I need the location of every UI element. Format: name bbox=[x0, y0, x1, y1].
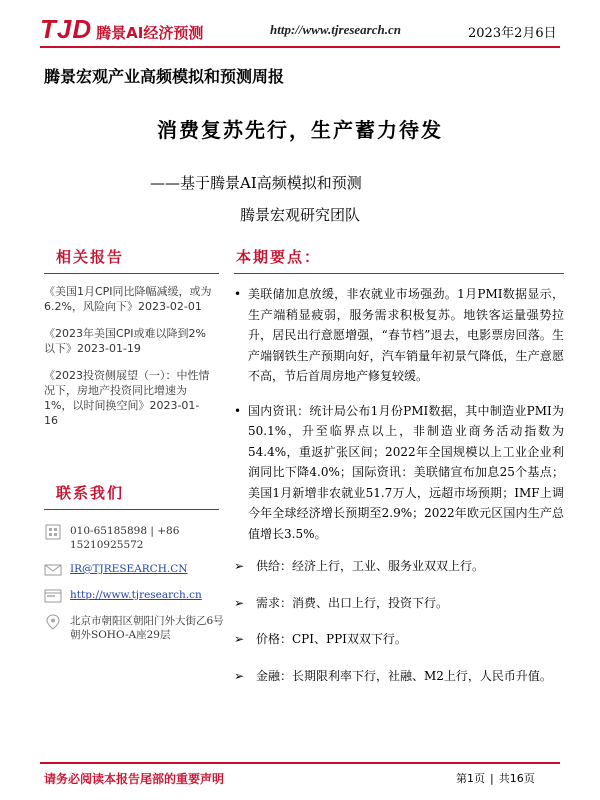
header-divider bbox=[40, 46, 560, 48]
bullet-icon: • bbox=[234, 287, 242, 301]
contact-website bbox=[44, 588, 224, 604]
arrow-bullet-icon: ➢ bbox=[234, 668, 245, 683]
related-report-link[interactable]: 《2023投资侧展望（一）：中性情况下，房地产投资同比增速为1%，以时间换空间》2023-01-16 bbox=[44, 369, 210, 427]
contact-phone bbox=[44, 524, 224, 552]
section-divider bbox=[234, 273, 564, 274]
highlight-item: ➢ 金融：长期限利率下行，社融、M2上行，人民币升值。 bbox=[234, 666, 564, 687]
phone-number: 010-65185898 | +86 15210925572 bbox=[70, 525, 180, 551]
address-text: 北京市朝阳区朝阳门外大街乙6号朝外SOHO-A座29层 bbox=[70, 615, 224, 641]
phone-icon bbox=[44, 524, 62, 540]
company-logo bbox=[40, 14, 203, 45]
research-team: 腾景宏观研究团队 bbox=[239, 206, 360, 224]
contact-section bbox=[44, 482, 224, 642]
highlight-item: ➢ 价格：CPI、PPI双双下行。 bbox=[234, 629, 564, 650]
contact-heading: 联系我们 bbox=[56, 484, 125, 502]
related-report-link[interactable]: 《美国1月CPI同比降幅减缓，或为6.2%，风险向下》2023-02-01 bbox=[44, 285, 212, 313]
page-indicator bbox=[456, 770, 535, 786]
highlight-item: ➢ 供给：经济上行，工业、服务业双双上行。 bbox=[234, 556, 564, 577]
bullet-icon: • bbox=[234, 403, 242, 418]
location-icon bbox=[44, 614, 62, 630]
contact-email bbox=[44, 562, 224, 578]
arrow-bullet-icon: ➢ bbox=[234, 559, 245, 573]
footer-divider bbox=[40, 762, 560, 764]
related-reports-section bbox=[44, 246, 224, 440]
page-total: 共16页 bbox=[498, 772, 535, 785]
email-icon bbox=[44, 562, 62, 578]
email-link[interactable]: IR@TJRESEARCH.CN bbox=[70, 563, 188, 575]
arrow-bullet-icon: ➢ bbox=[234, 595, 245, 610]
highlights-heading: 本期要点： bbox=[236, 248, 322, 266]
page-header bbox=[0, 0, 600, 52]
related-report-link[interactable]: 《2023年美国CPI或难以降到2%以下》2023-01-19 bbox=[44, 327, 207, 355]
report-subtitle: ——基于腾景AI高频模拟和预测 bbox=[150, 174, 362, 192]
highlight-item: ➢ 需求：消费、出口上行，投资下行。 bbox=[234, 593, 564, 614]
header-url[interactable]: http://www.tjresearch.cn bbox=[270, 22, 401, 37]
report-date: 2023年2月6日 bbox=[468, 26, 557, 41]
logo-text: 腾景AI经济预测 bbox=[96, 24, 204, 42]
web-icon bbox=[44, 588, 62, 604]
highlight-paragraph: • 美联储加息放缓，非农就业市场强劲。1月PMI数据显示，生产端稍显疲弱，服务需求积极复苏。地铁客运量强势拉升，居民出行意愿增强，“春节档”退去，电影票房回落。生产端钢铁生产预期向好，汽车销量年初景气降低，生产意愿不高，节后首周房地产修复较缓。 bbox=[234, 284, 564, 387]
section-divider bbox=[44, 273, 219, 274]
related-reports-heading: 相关报告 bbox=[56, 248, 125, 266]
page-separator: | bbox=[490, 772, 494, 785]
section-divider bbox=[44, 509, 219, 510]
website-link[interactable]: http://www.tjresearch.cn bbox=[70, 589, 202, 601]
contact-address bbox=[44, 614, 224, 642]
highlight-paragraph: • 国内资讯：统计局公布1月份PMI数据，其中制造业PMI为50.1%，升至临界点以上，非制造业商务活动指数为54.4%，重返扩张区间；2022年全国规模以上工业企业利润同比下降4.0%；国际资讯：美联储宣布加息25个基点；美国1月新增非农就业51.7万人，远超市场预期；IMF上调今年全球经济增长预期至2.9%；2022年欧元区国内生产总值增长3.5%。 bbox=[234, 401, 564, 545]
disclaimer-note: 请务必阅读本报告尾部的重要声明 bbox=[44, 772, 225, 786]
related-reports-list bbox=[44, 284, 224, 428]
logo-mark: TJD bbox=[40, 14, 93, 44]
arrow-bullet-icon: ➢ bbox=[234, 632, 245, 646]
page-number: 第1页 bbox=[456, 772, 485, 785]
report-title: 消费复苏先行，生产蓄力待发 bbox=[157, 118, 443, 142]
report-series: 腾景宏观产业高频模拟和预测周报 bbox=[44, 67, 285, 86]
highlights-section bbox=[234, 246, 564, 686]
